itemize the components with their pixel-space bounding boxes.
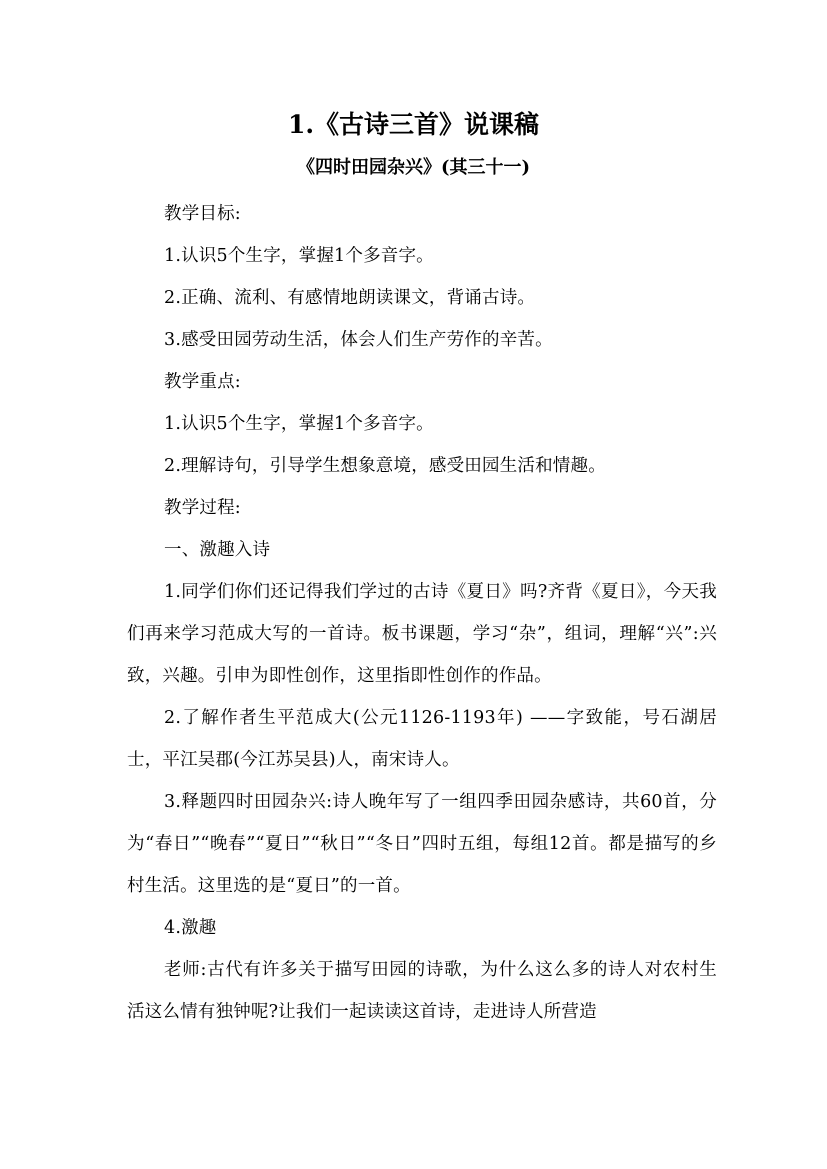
paragraph-step-1: 1.同学们你们还记得我们学过的古诗《夏日》吗?齐背《夏日》，今天我们再来学习范成大写的一首诗。板书课题，学习“杂”，组词，理解“兴”:兴致，兴趣。引申为即性创作，这里指即性创作的作品。 (127, 582, 717, 686)
paragraph-process-heading: 教学过程: (164, 498, 241, 518)
paragraph-key-points-heading: 教学重点: (164, 372, 241, 392)
paragraph-key-point-1: 1.认识5个生字，掌握1个多音字。 (164, 414, 434, 434)
document-body (127, 193, 717, 1033)
paragraph-goal-3: 3.感受田园劳动生活，体会人们生产劳作的辛苦。 (164, 330, 553, 350)
poem-subtitle: 《四时田园杂兴》(其三十一) (296, 157, 531, 178)
paragraph-goal-1: 1.认识5个生字，掌握1个多音字。 (164, 246, 434, 266)
paragraph-step-4: 4.激趣 (164, 918, 217, 938)
document-title: 1.《古诗三首》说课稿 (287, 110, 540, 139)
paragraph-key-point-2: 2.理解诗句，引导学生想象意境，感受田园生活和情趣。 (164, 456, 606, 476)
paragraph-teacher-intro: 老师:古代有许多关于描写田园的诗歌，为什么这么多的诗人对农村生活这么情有独钟呢?让我们一起读读这首诗，走进诗人所营造 (127, 960, 717, 1022)
paragraph-step-3: 3.释题四时田园杂兴:诗人晚年写了一组四季田园杂感诗，共60首，分为“春日”“晚春”“夏日”“秋日”“冬日”四时五组，每组12首。都是描写的乡村生活。这里选的是“夏日”的一首。 (127, 792, 717, 896)
paragraph-teaching-goals-heading: 教学目标: (164, 204, 241, 224)
paragraph-goal-2: 2.正确、流利、有感情地朗读课文，背诵古诗。 (164, 288, 536, 308)
paragraph-section-1-heading: 一、激趣入诗 (164, 540, 271, 560)
paragraph-step-2: 2.了解作者生平范成大(公元1126-1193年) ——字致能，号石湖居士，平江吴郡(今江苏吴县)人，南宋诗人。 (127, 708, 717, 770)
